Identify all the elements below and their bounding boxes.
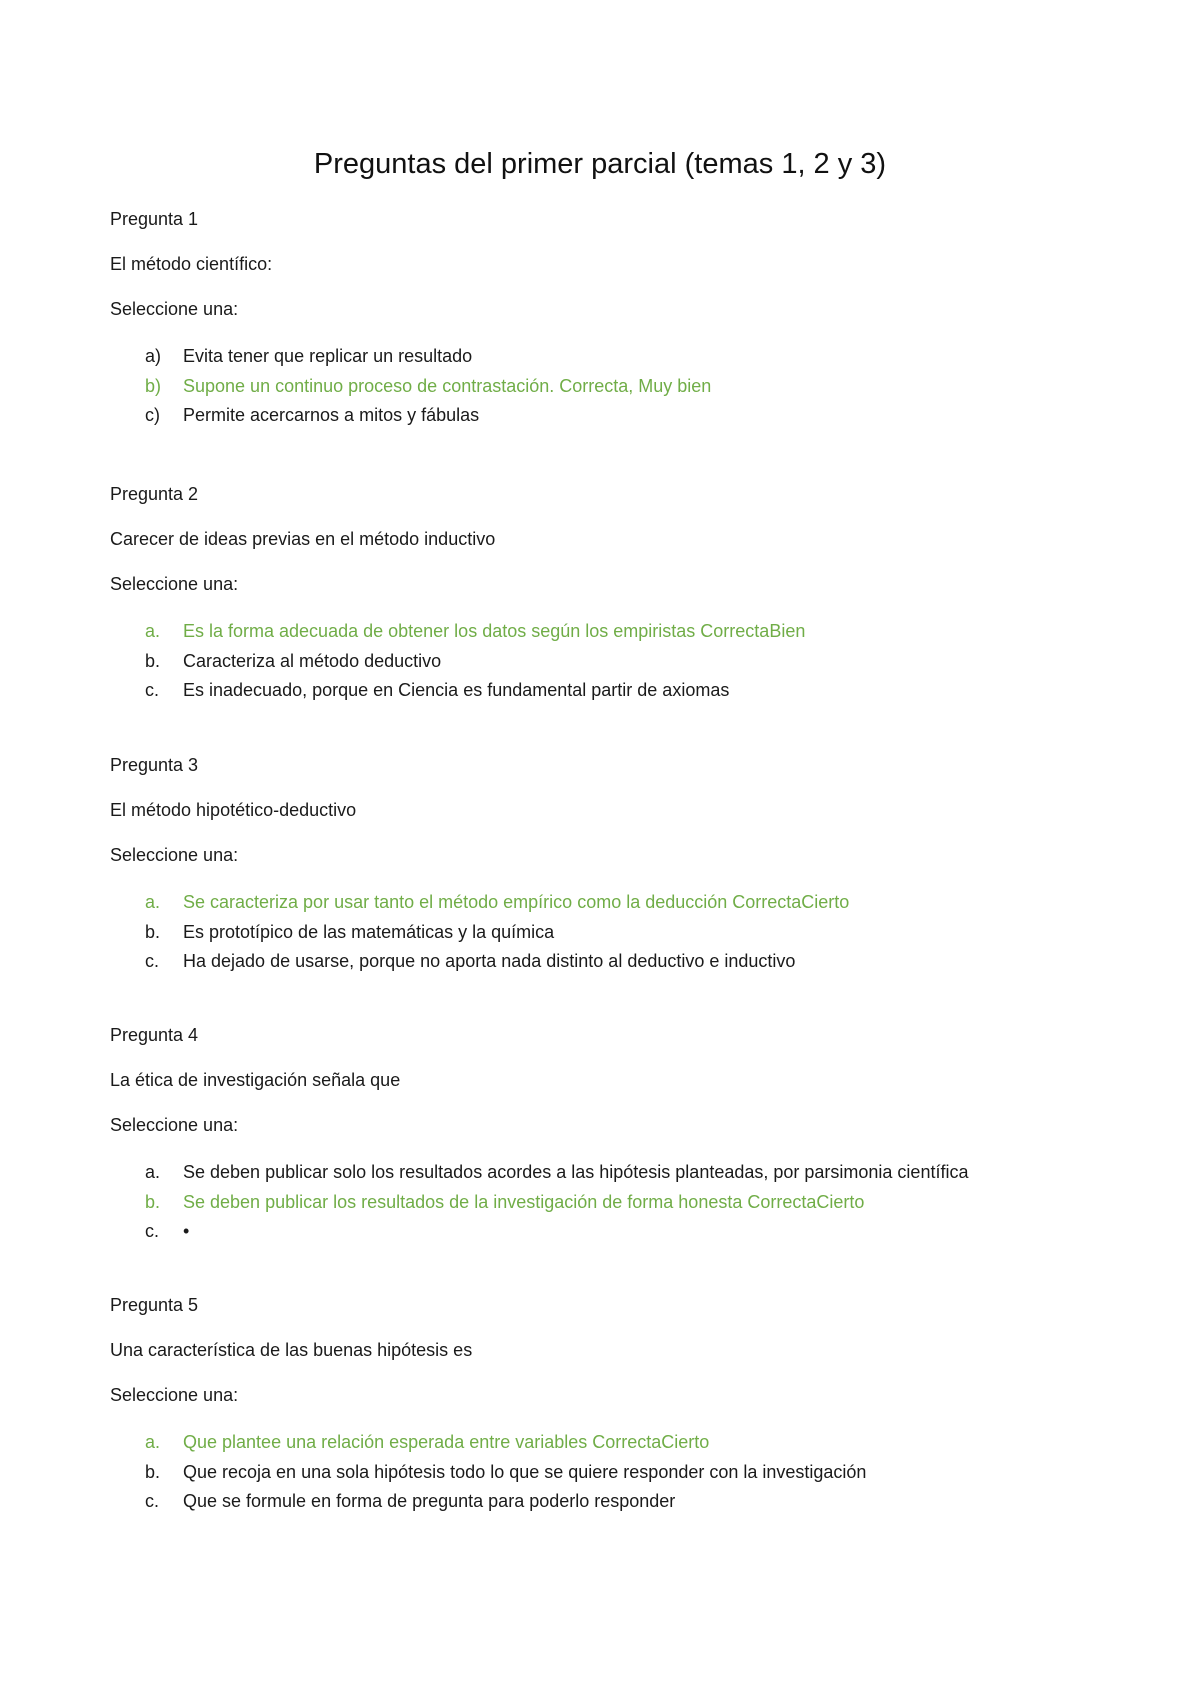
- option-a[interactable]: [110, 1428, 1110, 1458]
- option-b[interactable]: [110, 1188, 1110, 1218]
- select-instruction: Seleccione una:: [110, 1115, 239, 1135]
- option-a[interactable]: [110, 888, 1110, 918]
- options-list: [110, 888, 1110, 977]
- option-c[interactable]: [110, 401, 1110, 431]
- question-1: [110, 207, 1110, 431]
- option-marker: a.: [145, 892, 161, 912]
- question-stem: El método hipotético-deductivo: [110, 800, 357, 820]
- option-b[interactable]: [110, 647, 1110, 677]
- option-c[interactable]: [110, 947, 1110, 977]
- select-instruction: Seleccione una:: [110, 1385, 239, 1405]
- option-marker: b.: [145, 921, 161, 942]
- question-number: Pregunta 3: [110, 755, 199, 775]
- question-number: Pregunta 5: [110, 1295, 199, 1315]
- option-text: Es prototípico de las matemáticas y la química: [183, 921, 555, 942]
- question-stem: La ética de investigación señala que: [110, 1070, 401, 1090]
- question-4: [110, 1023, 1110, 1247]
- option-marker: c.: [145, 680, 160, 700]
- option-c[interactable]: [110, 1487, 1110, 1517]
- question-3: [110, 753, 1110, 977]
- option-c[interactable]: [110, 676, 1110, 706]
- question-number: Pregunta 4: [110, 1025, 199, 1045]
- option-b[interactable]: [110, 1458, 1110, 1488]
- option-marker: b.: [145, 1461, 161, 1482]
- option-marker: a.: [145, 1432, 161, 1452]
- question-5: [110, 1293, 1110, 1517]
- option-text: Ha dejado de usarse, porque no aporta nada distinto al deductivo e inductivo: [183, 951, 796, 971]
- option-a[interactable]: [110, 1158, 1110, 1188]
- option-a[interactable]: [110, 617, 1110, 647]
- option-text: Caracteriza al método deductivo: [183, 650, 442, 671]
- option-b[interactable]: [110, 918, 1110, 948]
- question-stem: Carecer de ideas previas en el método inductivo: [110, 529, 496, 549]
- options-list: [110, 1428, 1110, 1517]
- option-marker: b): [145, 375, 162, 396]
- option-text: Que se formule en forma de pregunta para poderlo responder: [183, 1491, 676, 1511]
- option-marker: a): [145, 346, 162, 366]
- option-text: Se deben publicar los resultados de la investigación de forma honesta CorrectaCierto: [183, 1191, 865, 1212]
- option-text: Se deben publicar solo los resultados acordes a las hipótesis planteadas, por parsimonia científica: [183, 1162, 969, 1182]
- option-text: Se caracteriza por usar tanto el método empírico como la deducción CorrectaCierto: [183, 892, 850, 912]
- option-c[interactable]: [110, 1217, 1110, 1247]
- page-title: Preguntas del primer parcial (temas 1, 2 y 3): [313, 148, 887, 180]
- option-marker: c): [145, 405, 160, 425]
- options-list: [110, 342, 1110, 431]
- option-text: Es la forma adecuada de obtener los datos según los empiristas CorrectaBien: [183, 621, 806, 641]
- option-text: Evita tener que replicar un resultado: [183, 346, 473, 366]
- options-list: [110, 1158, 1110, 1247]
- question-stem: Una característica de las buenas hipótesis es: [110, 1340, 473, 1360]
- option-text: Permite acercarnos a mitos y fábulas: [183, 405, 480, 425]
- option-marker: c.: [145, 1221, 160, 1241]
- option-marker: a.: [145, 621, 161, 641]
- question-stem: El método científico:: [110, 254, 273, 274]
- option-marker: a.: [145, 1162, 161, 1182]
- select-instruction: Seleccione una:: [110, 299, 239, 319]
- option-text: Que plantee una relación esperada entre variables CorrectaCierto: [183, 1432, 710, 1452]
- question-number: Pregunta 1: [110, 209, 199, 229]
- question-number: Pregunta 2: [110, 484, 199, 504]
- option-b[interactable]: [110, 372, 1110, 402]
- select-instruction: Seleccione una:: [110, 574, 239, 594]
- option-marker: b.: [145, 650, 161, 671]
- question-2: [110, 482, 1110, 706]
- option-marker: c.: [145, 1491, 160, 1511]
- option-text: Es inadecuado, porque en Ciencia es fundamental partir de axiomas: [183, 680, 730, 700]
- option-marker: b.: [145, 1191, 161, 1212]
- option-a[interactable]: [110, 342, 1110, 372]
- option-text: Que recoja en una sola hipótesis todo lo que se quiere responder con la investigación: [183, 1461, 867, 1482]
- option-text: Supone un continuo proceso de contrastación. Correcta, Muy bien: [183, 375, 712, 396]
- options-list: [110, 617, 1110, 706]
- option-marker: c.: [145, 951, 160, 971]
- select-instruction: Seleccione una:: [110, 845, 239, 865]
- option-text: •: [183, 1221, 190, 1241]
